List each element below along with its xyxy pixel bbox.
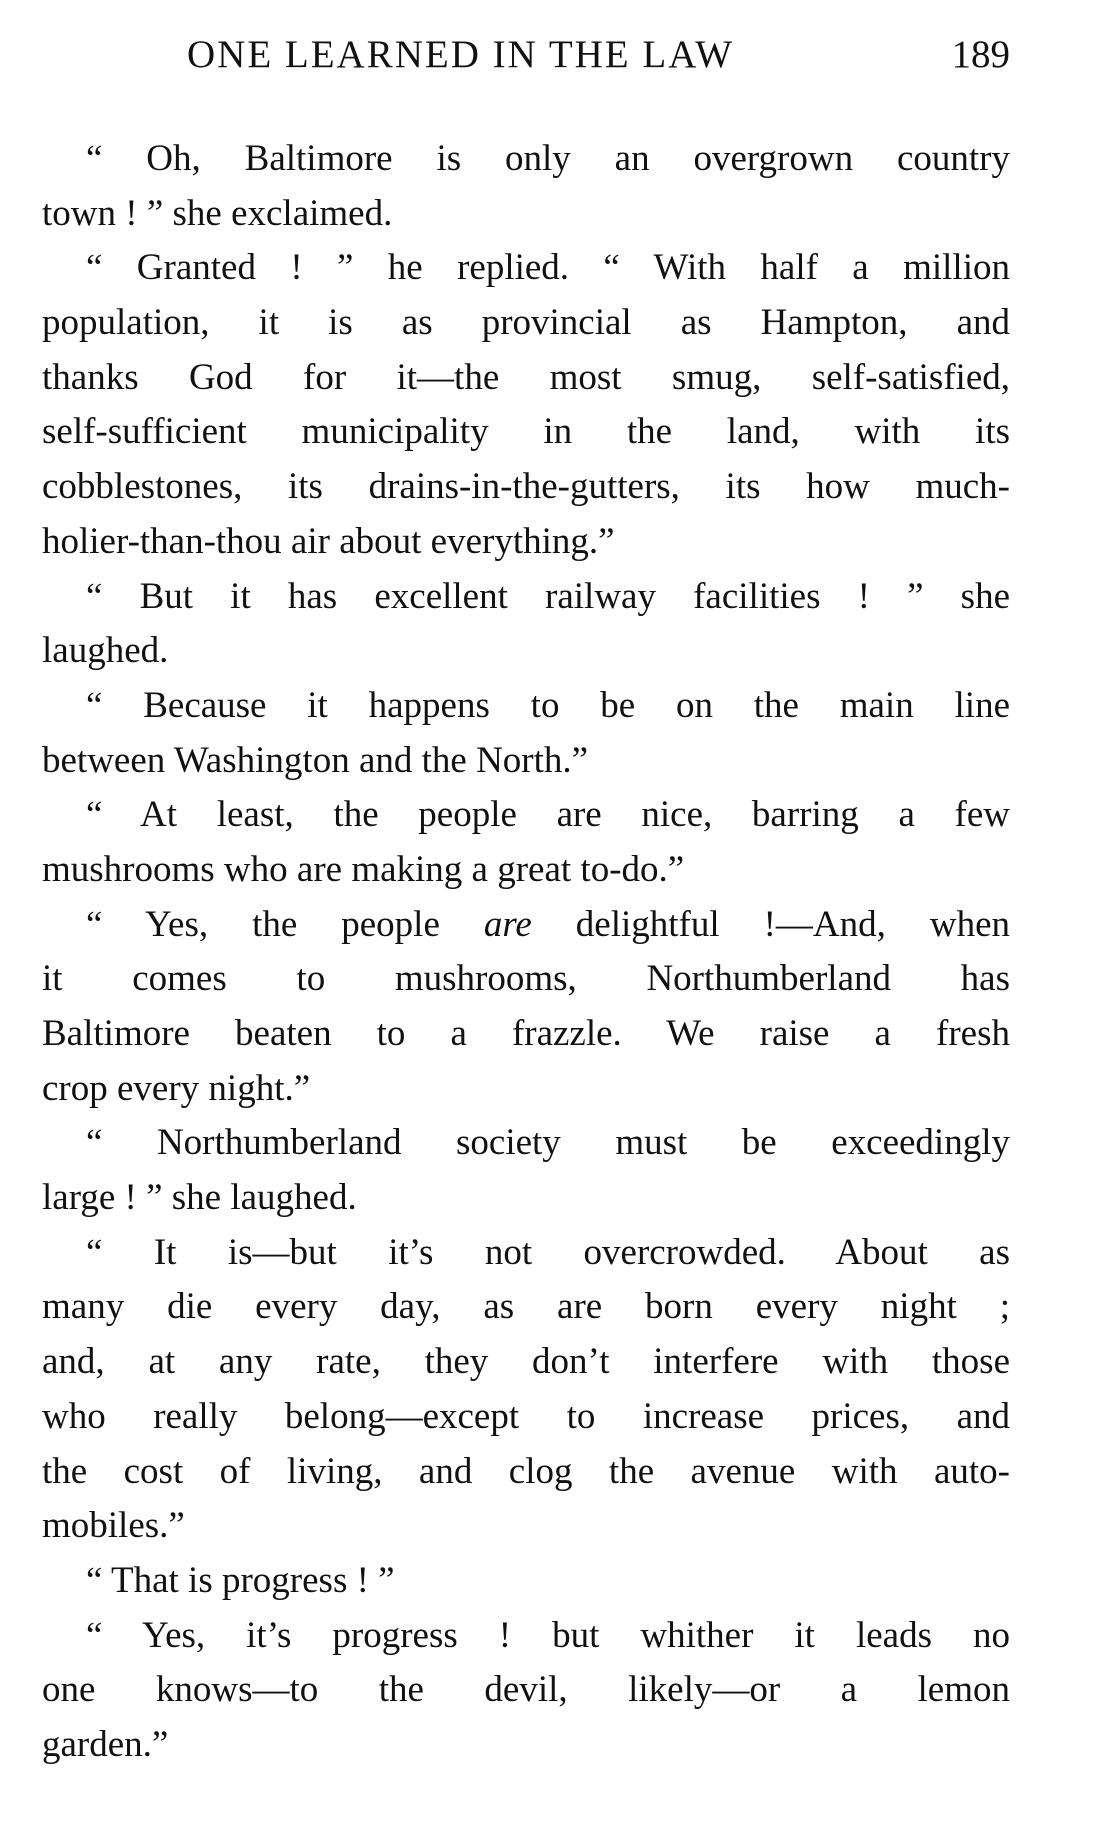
text-line: Baltimore beaten to a frazzle. We raise a fresh (42, 1013, 1010, 1054)
text-line: between Washington and the North.” (42, 739, 589, 781)
text-line: “ Oh, Baltimore is only an overgrown country (86, 138, 1010, 179)
text-line: “ It is—but it’s not overcrowded. About as (86, 1231, 1010, 1273)
text-line: cobblestones, its drains-in-the-gutters, its how much- (42, 466, 1010, 508)
page-header (42, 30, 1010, 90)
text-line: “ Northumberland society must be exceedingly (86, 1122, 1010, 1164)
text-line: mobiles.” (42, 1505, 185, 1547)
text-line: “ At least, the people are nice, barring a few (86, 794, 1010, 836)
text-line: holier-than-thou air about everything.” (42, 520, 615, 562)
text-segment: “ Yes, the people (86, 903, 484, 945)
text-line: mushrooms who are making a great to-do.” (42, 848, 685, 890)
book-page (42, 30, 1010, 1790)
text-line: many die every day, as are born every night ; (42, 1286, 1010, 1328)
text-line: the cost of living, and clog the avenue with auto- (42, 1450, 1010, 1492)
text-line: who really belong—except to increase prices, and (42, 1395, 1010, 1437)
running-title: ONE LEARNED IN THE LAW (187, 33, 735, 76)
italic-word: are (483, 903, 532, 945)
text-line: and, at any rate, they don’t interfere with those (42, 1341, 1010, 1383)
text-line: town ! ” she exclaimed. (42, 192, 393, 234)
text-line: garden.” (42, 1723, 169, 1765)
text-line: “ Granted ! ” he replied. “ With half a million (86, 247, 1010, 289)
text-line: one knows—to the devil, likely—or a lemon (42, 1669, 1010, 1711)
text-line: population, it is as provincial as Hampton, and (42, 302, 1010, 344)
text-line: crop every night.” (42, 1067, 311, 1109)
page-number: 189 (951, 33, 1010, 76)
text-line: self-sufficient municipality in the land, with its (42, 411, 1010, 453)
text-line: “ That is progress ! ” (86, 1559, 395, 1601)
text-line: thanks God for it—the most smug, self-satisfied, (42, 356, 1010, 398)
text-line: it comes to mushrooms, Northumberland has (42, 958, 1010, 1000)
body-text (42, 132, 1010, 1773)
text-line: “ Yes, it’s progress ! but whither it leads no (86, 1614, 1010, 1656)
text-line: “ But it has excellent railway facilities ! ” she (86, 575, 1010, 617)
text-line-with-italic (42, 898, 1010, 953)
text-segment: delightful !—And, when (531, 903, 1010, 945)
text-line: “ Because it happens to be on the main line (86, 684, 1010, 726)
text-line: large ! ” she laughed. (42, 1177, 357, 1219)
text-line: laughed. (42, 630, 169, 672)
